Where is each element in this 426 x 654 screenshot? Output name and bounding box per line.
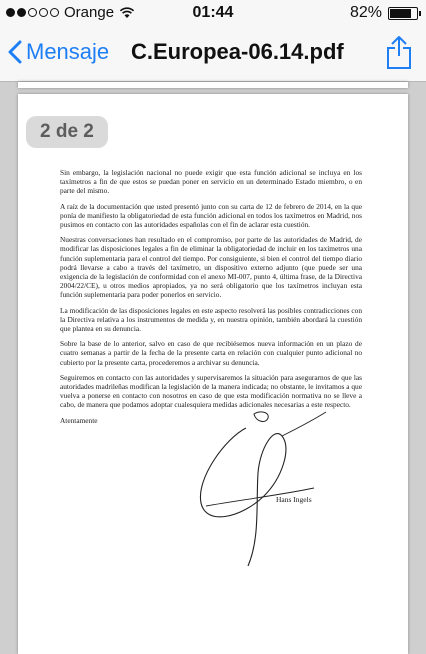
document-title: C.Europea-06.14.pdf — [131, 39, 344, 64]
chevron-left-icon — [8, 40, 22, 64]
navigation-bar — [0, 28, 426, 82]
share-button[interactable] — [386, 34, 412, 75]
handwritten-signature — [186, 408, 336, 578]
paragraph: A raíz de la documentación que usted presentó junto con su carta de 12 de febrero de 2014, en la que ponía de manifiesto la obligatoriedad de esta función adicional en todos los taxímetros en Madrid, nos pusimos en contacto con las autoridades españolas con el fin de aclarar esta cuestión. — [60, 201, 362, 230]
paragraph: Nuestras conversaciones han resultado en el compromiso, por parte de las autoridades de Madrid, de modificar las disposiciones legales a fin de eliminar la obligatoriedad de incluir en los taxímetros una función suplementaria para el control del tiempo. Por consiguiente, si bien el control del tiempo diario podrá llevarse a cabo a través del taxímetro, un dispositivo externo adjunto (que puede ser una exigencia de la legislación de conformidad con el anexo MI-007, punto 4, última frase, de la Directiva 2004/22/CE), u otros medios apropiados, ya no será obligatorio que los taxímetros incluyan esta función suplementaria para poder ponerlos en servicio. — [60, 235, 362, 300]
page-indicator: 2 de 2 — [26, 116, 108, 148]
carrier-name: Orange — [64, 4, 115, 21]
battery-percent: 82% — [349, 4, 382, 21]
paragraph: Seguiremos en contacto con las autoridades y supervisaremos la situación para asegurarnos de que las autoridades madrileñas modifican la legislación de la manera indicada; no obstante, le invitamos a que vuelva a ponerse en contacto con nosotros en caso de que esta modificación normativa no se lleve a cabo, de manera que podamos adoptar cualesquiera medidas adicionales necesarias a este respecto. — [60, 372, 362, 410]
paragraph: La modificación de las disposiciones legales en este aspecto resolverá las posibles contradicciones con la Directiva relativa a los instrumentos de medida y, en nuestra opinión, también abordará la cuestión que plantea en su denuncia. — [60, 305, 362, 334]
document-body — [60, 168, 362, 431]
share-icon — [386, 34, 412, 70]
battery-icon — [388, 7, 418, 20]
paragraph: Sobre la base de lo anterior, salvo en caso de que recibiésemos nueva información en un plazo de cuatro semanas a partir de la fecha de la presente carta en relación con cualquier punto adicional no cubierto por la presente carta, procederemos a archivar su denuncia. — [60, 339, 362, 367]
battery-status — [350, 4, 418, 22]
paragraph: Sin embargo, la legislación nacional no puede exigir que esta función adicional se incluya en los taxímetros a fin de que estos se puedan poner en servicio en un determinado Estado miembro, o en parte del mismo. — [60, 168, 362, 196]
closing: Atentamente — [60, 415, 98, 425]
signer-name: Hans Ingels — [276, 495, 312, 504]
back-label: Mensaje — [26, 39, 110, 64]
previous-page-edge — [18, 82, 408, 88]
clock: 01:44 — [192, 4, 234, 21]
back-button[interactable] — [8, 39, 109, 65]
status-bar — [0, 0, 426, 28]
